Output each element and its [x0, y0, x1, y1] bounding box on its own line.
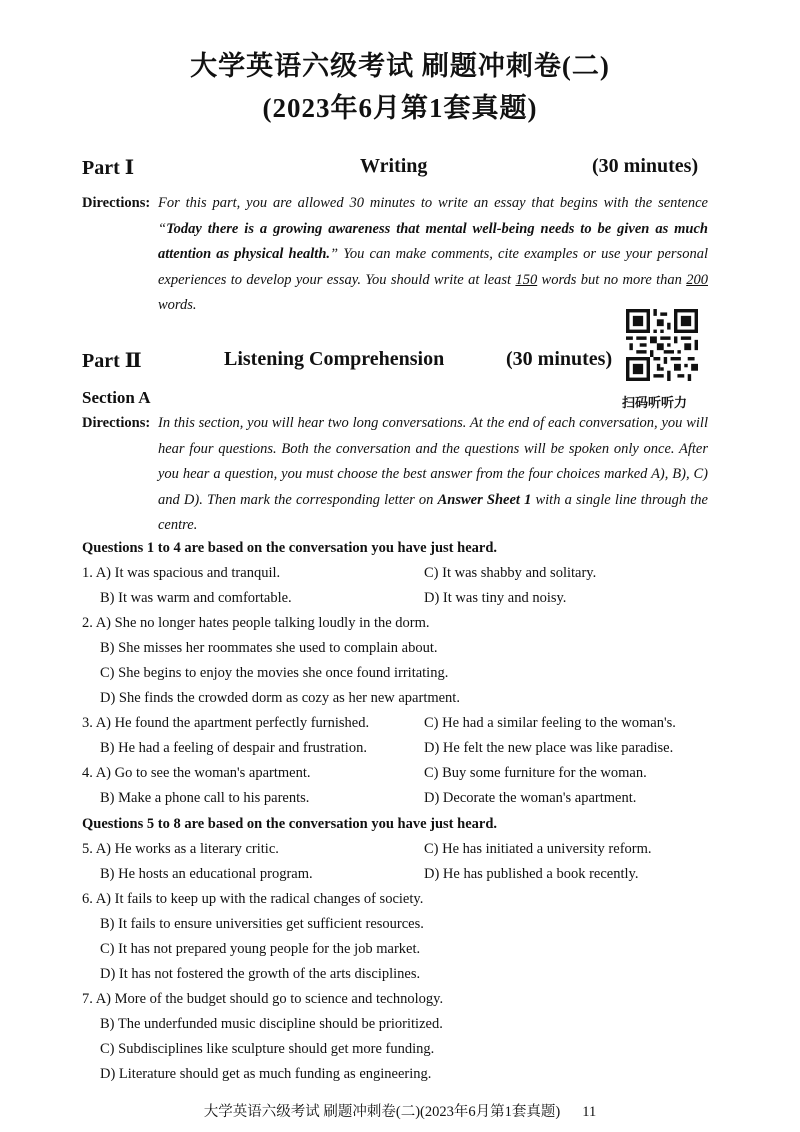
option: B) She misses her roommates she used to complain about. — [100, 640, 438, 656]
option: B) He hosts an educational program. — [100, 866, 313, 882]
page-footer — [0, 1100, 800, 1121]
option: D) She finds the crowded dorm as cozy as her new apartment. — [100, 690, 460, 706]
question-group-heading: Questions 1 to 4 are based on the conversation you have just heard. — [82, 540, 498, 556]
part2-time: (30 minutes) — [506, 348, 613, 370]
option: D) It was tiny and noisy. — [424, 590, 567, 606]
option: D) He has published a book recently. — [424, 866, 639, 882]
option: D) Literature should get as much funding as engineering. — [100, 1066, 432, 1082]
section-a-heading: Section A — [82, 388, 151, 407]
option: C) He has initiated a university reform. — [424, 841, 652, 857]
option: B) It fails to ensure universities get sufficient resources. — [100, 916, 424, 932]
option: 6. A) It fails to keep up with the radical changes of society. — [82, 891, 424, 907]
qr-code-icon[interactable] — [626, 309, 698, 381]
part1-name: Writing — [360, 155, 428, 177]
option: C) It was shabby and solitary. — [424, 565, 597, 581]
part1-time: (30 minutes) — [592, 155, 699, 177]
option: 5. A) He works as a literary critic. — [82, 841, 279, 857]
option: D) It has not fostered the growth of the arts disciplines. — [100, 966, 421, 982]
answer-sheet-ref: Answer Sheet 1 — [437, 491, 532, 508]
essay-prompt: Today there is a growing awareness that mental well-being needs to be given as much attention as physical health. — [158, 220, 708, 262]
exam-subtitle: (2023年6月第1套真题) — [262, 93, 538, 123]
option: B) Make a phone call to his parents. — [100, 790, 310, 806]
option: B) The underfunded music discipline should be prioritized. — [100, 1016, 443, 1032]
max-words: 200 — [686, 271, 708, 288]
option: C) He had a similar feeling to the woman's. — [424, 715, 676, 731]
directions-text: For this part, you are allowed 30 minutes to write an essay that begins with the sentence “Today there is a growing awareness that mental well-being needs to be given as much attention as physical health.” You can make comments, cite examples or use your personal experiences to develop your essay. You should write at least 150 words but no more than 200 words. — [158, 195, 708, 313]
option: C) She begins to enjoy the movies she once found irritating. — [100, 665, 449, 681]
min-words: 150 — [515, 271, 538, 288]
option: B) It was warm and comfortable. — [100, 590, 292, 606]
option: C) Subdisciplines like sculpture should get more funding. — [100, 1041, 435, 1057]
option: B) He had a feeling of despair and frustration. — [100, 740, 367, 756]
option: D) Decorate the woman's apartment. — [424, 790, 637, 806]
option: 2. A) She no longer hates people talking loudly in the dorm. — [82, 615, 430, 631]
option: 1. A) It was spacious and tranquil. — [82, 565, 281, 581]
page-number: 11 — [582, 1104, 597, 1120]
exam-title: 大学英语六级考试 刷题冲刺卷(二) — [190, 51, 610, 81]
option: 4. A) Go to see the woman's apartment. — [82, 765, 311, 781]
directions-label: Directions: — [82, 415, 151, 431]
qr-label: 扫码听听力 — [622, 396, 688, 411]
option: 3. A) He found the apartment perfectly furnished. — [82, 715, 370, 731]
directions-label: Directions: — [82, 195, 151, 211]
footer-title: 大学英语六级考试 刷题冲刺卷(二)(2023年6月第1套真题) — [203, 1104, 561, 1120]
directions-text: In this section, you will hear two long conversations. At the end of each conversation, you will hear four questions. Both the conversation and the questions will be spoken only once. After you hear a question, you must choose the best answer from the four choices marked A), B), C) and D). Then mark the corresponding letter on Answer Sheet 1 with a single line through the centre. — [158, 415, 708, 533]
part2-name: Listening Comprehension — [224, 348, 445, 370]
option: C) It has not prepared young people for the job market. — [100, 941, 421, 957]
part1-directions — [82, 191, 708, 319]
part2-directions — [82, 411, 708, 539]
option: D) He felt the new place was like paradise. — [424, 740, 674, 756]
part1-label: Part Ⅰ — [82, 157, 135, 179]
option: C) Buy some furniture for the woman. — [424, 765, 647, 781]
option: 7. A) More of the budget should go to science and technology. — [82, 991, 444, 1007]
part2-label: Part Ⅱ — [82, 350, 142, 372]
question-group-heading: Questions 5 to 8 are based on the conversation you have just heard. — [82, 816, 498, 832]
